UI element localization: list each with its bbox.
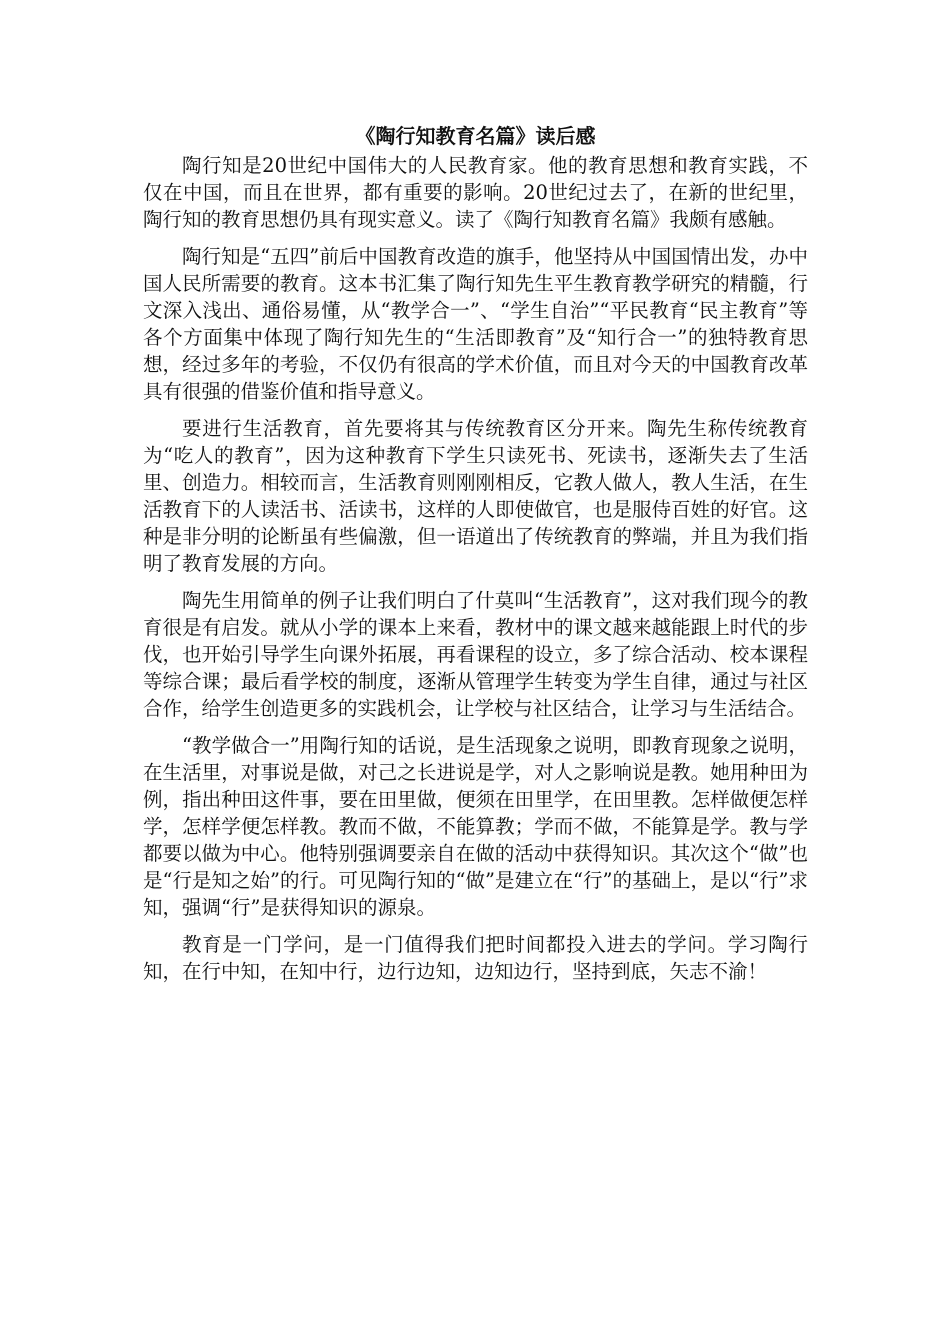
document-page bbox=[143, 122, 808, 995]
paragraph-1: 陶行知是20世纪中国伟大的人民教育家。他的教育思想和教育实践，不仅在中国，而且在世界，都有重要的影响。20世纪过去了，在新的世纪里，陶行知的教育思想仍具有现实意义。读了《陶行知教育名篇》我颇有感触。 bbox=[143, 154, 808, 231]
paragraph-3: 要进行生活教育，首先要将其与传统教育区分开来。陶先生称传统教育为“吃人的教育”，因为这种教育下学生只读死书、死读书，逐渐失去了生活里、创造力。相较而言，生活教育则刚刚相反，它教人做人，教人生活，在生活教育下的人读活书、活读书，这样的人即使做官，也是服侍百姓的好官。这种是非分明的论断虽有些偏激，但一语道出了传统教育的弊端，并且为我们指明了教育发展的方向。 bbox=[143, 417, 808, 575]
paragraph-2: 陶行知是“五四”前后中国教育改造的旗手，他坚持从中国国情出发，办中国人民所需要的教育。这本书汇集了陶行知先生平生教育教学研究的精髓，行文深入浅出、通俗易懂，从“教学合一”、“学生自治”“平民教育“民主教育”等各个方面集中体现了陶行知先生的“生活即教育”及“知行合一”的独特教育思想，经过多年的考验，不仅仍有很高的学术价值，而且对今天的中国教育改革具有很强的借鉴价值和指导意义。 bbox=[143, 245, 808, 403]
paragraph-4: 陶先生用简单的例子让我们明白了什莫叫“生活教育”，这对我们现今的教育很是有启发。就从小学的课本上来看，教材中的课文越来越能跟上时代的步伐，也开始引导学生向课外拓展，再看课程的设立，多了综合活动、校本课程等综合课；最后看学校的制度，逐渐从管理学生转变为学生自律，通过与社区合作，给学生创造更多的实践机会，让学校与社区结合，让学习与生活结合。 bbox=[143, 589, 808, 720]
paragraph-5: “教学做合一”用陶行知的话说，是生活现象之说明，即教育现象之说明，在生活里，对事说是做，对己之长进说是学，对人之影响说是教。她用种田为例，指出种田这件事，要在田里做，便须在田里学，在田里教。怎样做便怎样学，怎样学便怎样教。教而不做，不能算教；学而不做，不能算是学。教与学都要以做为中心。他特别强调要亲自在做的活动中获得知识。其次这个“做”也是“行是知之始”的行。可见陶行知的“做”是建立在“行”的基础上，是以“行”求知，强调“行”是获得知识的源泉。 bbox=[143, 734, 808, 919]
document-title: 《陶行知教育名篇》读后感 bbox=[355, 124, 596, 148]
paragraph-6: 教育是一门学问，是一门值得我们把时间都投入进去的学问。学习陶行知，在行中知，在知中行，边行边知，边知边行，坚持到底，矢志不渝！ bbox=[143, 933, 808, 983]
